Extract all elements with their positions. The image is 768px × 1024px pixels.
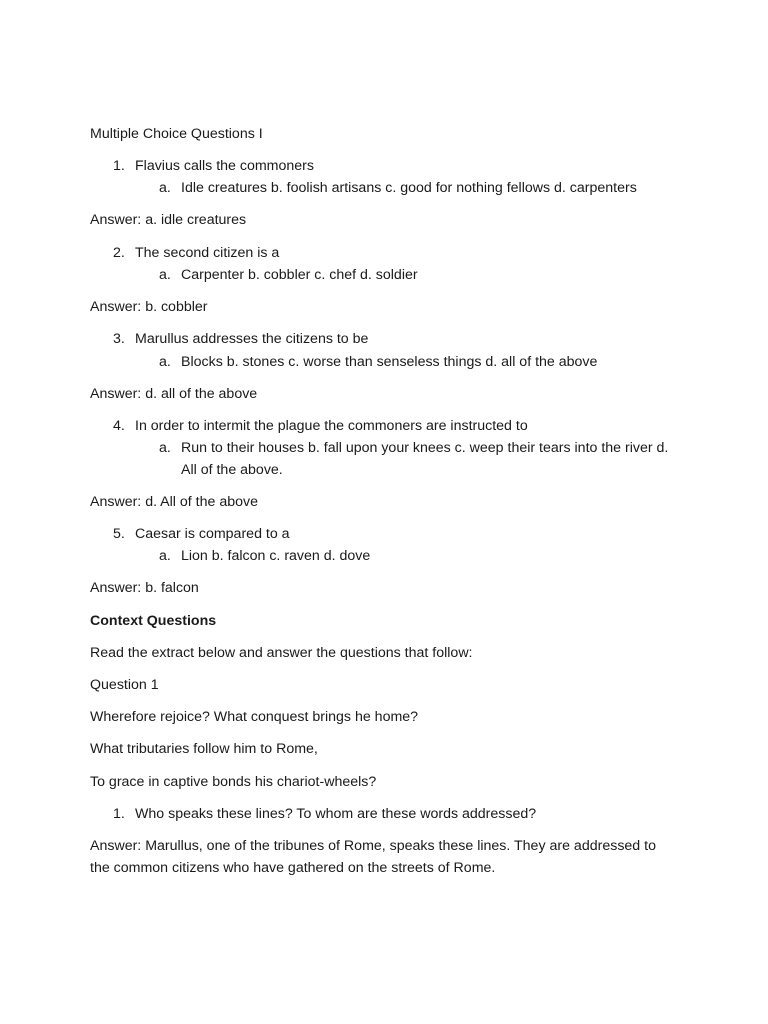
- options-text: Lion b. falcon c. raven d. dove: [181, 548, 371, 564]
- extract-line: Wherefore rejoice? What conquest brings he home?: [90, 709, 419, 725]
- question-text: Marullus addresses the citizens to be: [135, 331, 369, 347]
- question-number: 2.: [113, 245, 125, 261]
- question-text: The second citizen is a: [135, 245, 280, 261]
- option-marker: a.: [159, 548, 171, 564]
- option-marker: a.: [159, 440, 171, 456]
- options-text: Blocks b. stones c. worse than senseless things d. all of the above: [181, 354, 598, 370]
- answer-text: Answer: b. cobbler: [90, 299, 208, 315]
- answer-text: Answer: b. falcon: [90, 580, 199, 596]
- options-text: Run to their houses b. fall upon your knees c. weep their tears into the river d.: [181, 440, 669, 456]
- question-text: Who speaks these lines? To whom are these words addressed?: [135, 806, 537, 822]
- question-number: 5.: [113, 526, 125, 542]
- question-label: Question 1: [90, 677, 159, 693]
- options-text: Carpenter b. cobbler c. chef d. soldier: [181, 267, 418, 283]
- question-number: 4.: [113, 418, 125, 434]
- question-text: Flavius calls the commoners: [135, 158, 314, 174]
- option-marker: a.: [159, 267, 171, 283]
- extract-line: To grace in captive bonds his chariot-wheels?: [90, 774, 377, 790]
- answer-text: Answer: Marullus, one of the tribunes of Rome, speaks these lines. They are addressed to: [90, 838, 656, 854]
- extract-line: What tributaries follow him to Rome,: [90, 741, 318, 757]
- options-text: Idle creatures b. foolish artisans c. good for nothing fellows d. carpenters: [181, 180, 637, 196]
- options-text-continued: All of the above.: [181, 462, 283, 478]
- option-marker: a.: [159, 354, 171, 370]
- section-title: Multiple Choice Questions I: [90, 126, 263, 142]
- option-marker: a.: [159, 180, 171, 196]
- answer-text: Answer: d. all of the above: [90, 386, 258, 402]
- instruction-text: Read the extract below and answer the questions that follow:: [90, 645, 473, 661]
- question-text: Caesar is compared to a: [135, 526, 290, 542]
- context-heading: Context Questions: [90, 613, 217, 629]
- question-number: 1.: [113, 158, 125, 174]
- question-number: 3.: [113, 331, 125, 347]
- question-text: In order to intermit the plague the commoners are instructed to: [135, 418, 528, 434]
- question-number: 1.: [113, 806, 125, 822]
- answer-text: Answer: d. All of the above: [90, 494, 258, 510]
- answer-text-continued: the common citizens who have gathered on the streets of Rome.: [90, 860, 496, 876]
- answer-text: Answer: a. idle creatures: [90, 212, 247, 228]
